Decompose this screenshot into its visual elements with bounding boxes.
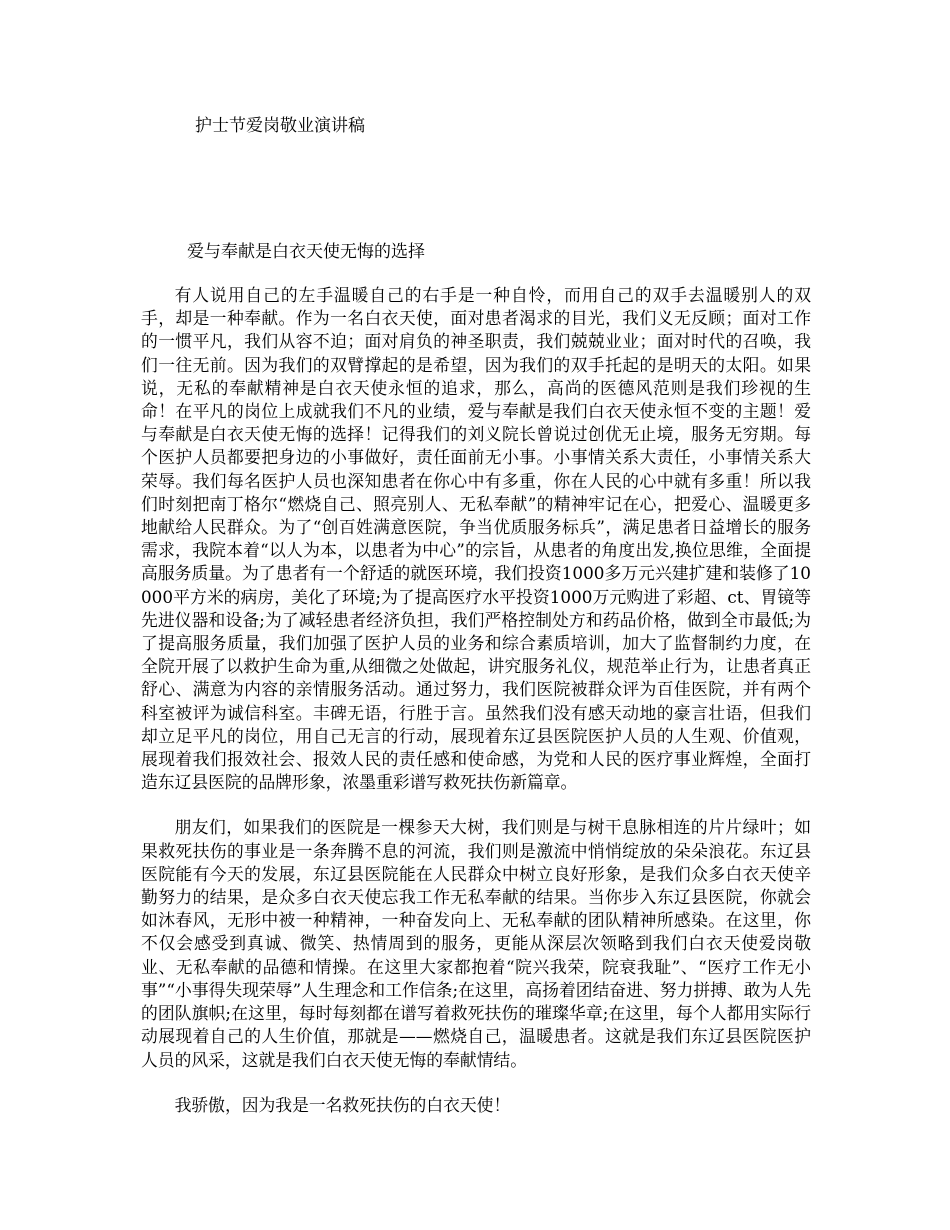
document-title: 护士节爱岗敬业演讲稿: [195, 116, 365, 136]
paragraph-3: 我骄傲，因为我是一名救死扶伤的白衣天使！: [174, 1094, 511, 1115]
document-body: [141, 284, 811, 1117]
paragraph-1: 有人说用自己的左手温暖自己的右手是一种自怜，而用自己的双手去温暖别人的双手，却是一种奉献。作为一名白衣天使，面对患者渴求的目光，我们义无反顾；面对工作的一惯平凡，我们从容不迫；面对肩负的神圣职责，我们兢兢业业；面对时代的召唤，我们一往无前。因为我们的双臂撑起的是希望，因为我们的双手托起的是明天的太阳。如果说，无私的奉献精神是白衣天使永恒的追求，那么，高尚的医德风范则是我们珍视的生命！在平凡的岗位上成就我们不凡的业绩，爱与奉献是我们白衣天使永恒不变的主题！爱与奉献是白衣天使无悔的选择！记得我们的刘义院长曾说过创优无止境，服务无穷期。每个医护人员都要把身边的小事做好，责任面前无小事。小事情关系大责任，小事情关系大荣辱。我们每名医护人员也深知患者在你心中有多重，你在人民的心中就有多重！所以我们时刻把南丁格尔“燃烧自己、照亮别人、无私奉献”的精神牢记在心，把爱心、温暖更多地献给人民群众。为了“创百姓满意医院，争当优质服务标兵”，满足患者日益增长的服务需求，我院本着“以人为本，以患者为中心”的宗旨，从患者的角度出发,换位思维，全面提高服务质量。为了患者有一个舒适的就医环境，我们投资1000多万元兴建扩建和装修了10000平方米的病房，美化了环境;为了提高医疗水平投资1000万元购进了彩超、ct、胃镜等先进仪器和设备;为了减轻患者经济负担，我们严格控制处方和药品价格，做到全市最低;为了提高服务质量，我们加强了医护人员的业务和综合素质培训，加大了监督制约力度，在全院开展了以救护生命为重,从细微之处做起，讲究服务礼仪，规范举止行为，让患者真正舒心、满意为内容的亲情服务活动。通过努力，我们医院被群众评为百佳医院，并有两个科室被评为诚信科室。丰碑无语，行胜于言。虽然我们没有感天动地的豪言壮语，但我们却立足平凡的岗位，用自己无言的行动，展现着东辽县医院医护人员的人生观、价值观，展现着我们报效社会、报效人民的责任感和使命感，为党和人民的医疗事业辉煌，全面打造东辽县医院的品牌形象，浓墨重彩谱写救死扶伤新篇章。: [141, 285, 811, 793]
paragraph-2: 朋友们，如果我们的医院是一棵参天大树，我们则是与树干息脉相连的片片绿叶；如果救死扶伤的事业是一条奔腾不息的河流，我们则是激流中悄悄绽放的朵朵浪花。东辽县医院能有今天的发展，东辽县医院能在人民群众中树立良好形象，是我们众多白衣天使辛勤努力的结果，是众多白衣天使忘我工作无私奉献的结果。当你步入东辽县医院，你就会如沐春风，无形中被一种精神，一种奋发向上、无私奉献的团队精神所感染。在这里，你不仅会感受到真诚、微笑、热情周到的服务，更能从深层次领略到我们白衣天使爱岗敬业、无私奉献的品德和情操。在这里大家都抱着“院兴我荣，院衰我耻”、“医疗工作无小事”“小事得失现荣辱”人生理念和工作信条;在这里，高扬着团结奋进、努力拼搏、敢为人先的团队旗帜;在这里，每时每刻都在谱写着救死扶伤的璀璨华章;在这里，每个人都用实际行动展现着自己的人生价值，那就是——燃烧自己，温暖患者。这就是我们东辽县医院医护人员的风采，这就是我们白衣天使无悔的奉献情结。: [141, 817, 811, 1070]
document-subtitle: 爱与奉献是白衣天使无悔的选择: [187, 242, 425, 262]
